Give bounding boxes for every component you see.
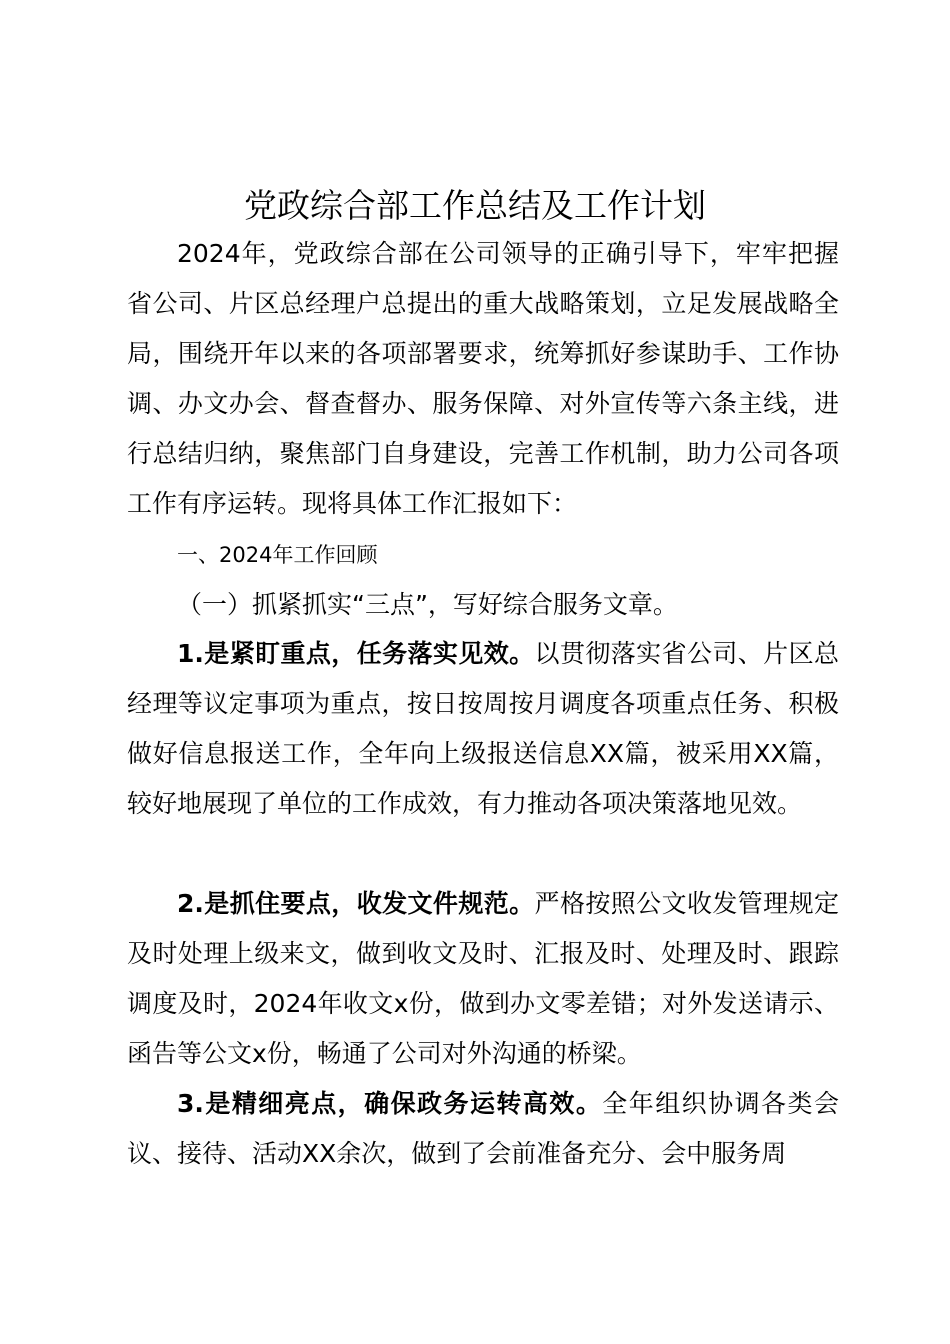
- item-lead-2: 2.是抓住要点，收发文件规范。: [177, 889, 535, 918]
- item-body-1: 以贯彻落实省公司、片区总经理等议定事项为重点，按日按周按月调度各项重点任务、积极做好信息报送工作，全年向上级报送信息XX篇，被采用XX篇，较好地展现了单位的工作成效，有力推动各项决策落地见效。: [127, 639, 839, 818]
- item-paragraph-1: [127, 629, 839, 829]
- item-body-3: 全年组织协调各类会议、接待、活动XX余次，做到了会前准备充分、会中服务周: [127, 1089, 839, 1168]
- intro-paragraph: 2024年，党政综合部在公司领导的正确引导下，牢牢把握省公司、片区总经理户总提出的重大战略策划，立足发展战略全局，围绕开年以来的各项部署要求，统筹抓好参谋助手、工作协调、办文办会、督查督办、服务保障、对外宣传等六条主线，进行总结归纳，聚焦部门自身建设，完善工作机制，助力公司各项工作有序运转。现将具体工作汇报如下：: [127, 239, 839, 518]
- document-title: 党政综合部工作总结及工作计划: [244, 186, 706, 225]
- item-body-2: 严格按照公文收发管理规定及时处理上级来文，做到收文及时、汇报及时、处理及时、跟踪调度及时，2024年收文x份，做到办文零差错；对外发送请示、函告等公文x份，畅通了公司对外沟通的桥梁。: [127, 889, 839, 1068]
- item-paragraph-3: [127, 1079, 839, 1179]
- item-lead-3: 3.是精细亮点，确保政务运转高效。: [177, 1089, 603, 1118]
- subsection-heading: （一）抓紧抓实“三点”，写好综合服务文章。: [177, 590, 678, 619]
- item-lead-1: 1.是紧盯重点，任务落实见效。: [177, 639, 535, 668]
- section-heading: 一、2024年工作回顾: [177, 543, 378, 567]
- item-paragraph-2: [127, 879, 839, 1079]
